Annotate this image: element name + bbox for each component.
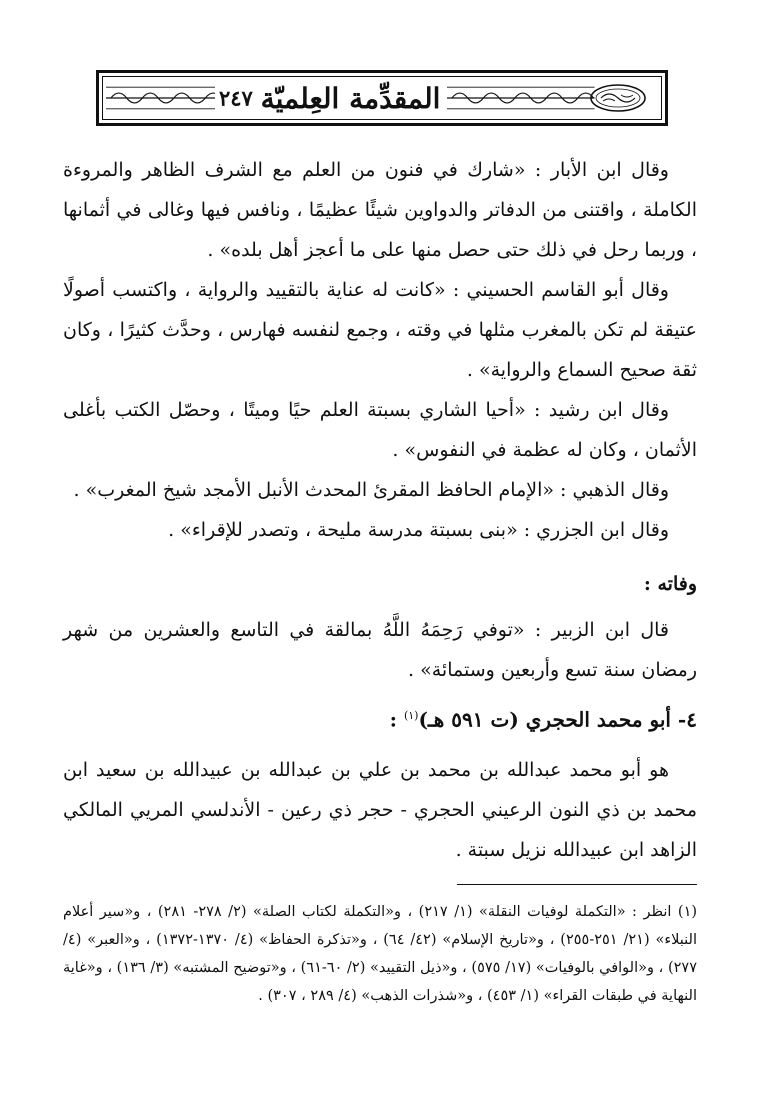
footnote-separator (457, 884, 697, 885)
paragraph-ibn-al-zubayr: قال ابن الزبير : «توفي رَحِمَهُ اللَّهُ بمالقة في التاسع والعشرين من شهر رمضان سنة تسع وأربعين وستمائة» . (63, 619, 697, 681)
entry-heading-colon: : (389, 707, 397, 732)
seal-ornament-icon (589, 83, 647, 113)
section-heading-death: وفاته : (643, 573, 697, 595)
page-number: ٢٤٧ (215, 86, 257, 111)
header-right-ornament-icon (447, 81, 595, 115)
paragraph-ibn-al-abbar: وقال ابن الأبار : «شارك في فنون من العلم مع الشرف الظاهر والمروءة الكاملة ، واقتنى من الدفاتر والدواوين شيئًا عظيمًا ، ونافس فيها وغالى في أثمانها ، وربما رحل في ذلك حتى حصل منها على ما أعجز أهل بلده» . (63, 159, 697, 261)
paragraph-ibn-al-jazari: وقال ابن الجزري : «بنى بسبتة مدرسة مليحة ، وتصدر للإقراء» . (168, 519, 669, 541)
entry-heading-text: ٤- أبو محمد الحجري (ت ٥٩١ هـ) (418, 707, 697, 732)
main-text (63, 150, 697, 870)
footnote: (١) انظر : «التكملة لوفيات النقلة» (١/ ٢١٧) ، و«التكملة لكتاب الصلة» (٢/ ٢٧٨- ٢٨١) ، و«سير أعلام النبلاء» (٢١/ ٢٥١-٢٥٥) ، و«تاريخ الإسلام» (٤٢/ ٦٤) ، و«تذكرة الحفاظ» (٤/ ١٣٧٠-١٣٧٢) ، و«العبر» (٤/ ٢٧٧) ، و«الوافي بالوفيات» (١٧/ ٥٧٥) ، و«ذيل التقييد» (٢/ ٦٠-٦١) ، و«توضيح المشتبه» (٣/ ١٣٦) ، و«غاية النهاية في طبقات القراء» (١/ ٤٥٣) ، و«شذرات الذهب» (٤/ ٢٨٩ ، ٣٠٧) . (63, 904, 698, 1004)
entry-heading (63, 696, 697, 740)
page-title: المقدِّمة العِلميّة (260, 81, 441, 115)
paragraph-ibn-rushayd: وقال ابن رشيد : «أحيا الشاري بسبتة العلم حيًا وميتًا ، وحصّل الكتب بأغلى الأثمان ، وكان له عظمة في النفوس» . (63, 399, 697, 461)
running-header (96, 70, 668, 126)
paragraph-al-dhahabi: وقال الذهبي : «الإمام الحافظ المقرئ المحدث الأنبل الأمجد شيخ المغرب» . (73, 479, 669, 501)
footnote-reference: (١) (403, 709, 419, 722)
paragraph-biography: هو أبو محمد عبدالله بن محمد بن علي بن عبدالله بن عبيدالله بن سعيد ابن محمد بن ذي النون الرعيني الحجري - حجر ذي رعين - الأندلسي المريي المالكي الزاهد ابن عبيدالله نزيل سبتة . (63, 758, 698, 861)
paragraph-al-husayni: وقال أبو القاسم الحسيني : «كانت له عناية بالتقييد والرواية ، واكتسب أصولًا عتيقة لم تكن بالمغرب مثلها في وقته ، وجمع لنفسه فهارس ، وحدَّث كثيرًا ، وكان ثقة صحيح السماع والرواية» . (63, 279, 697, 381)
